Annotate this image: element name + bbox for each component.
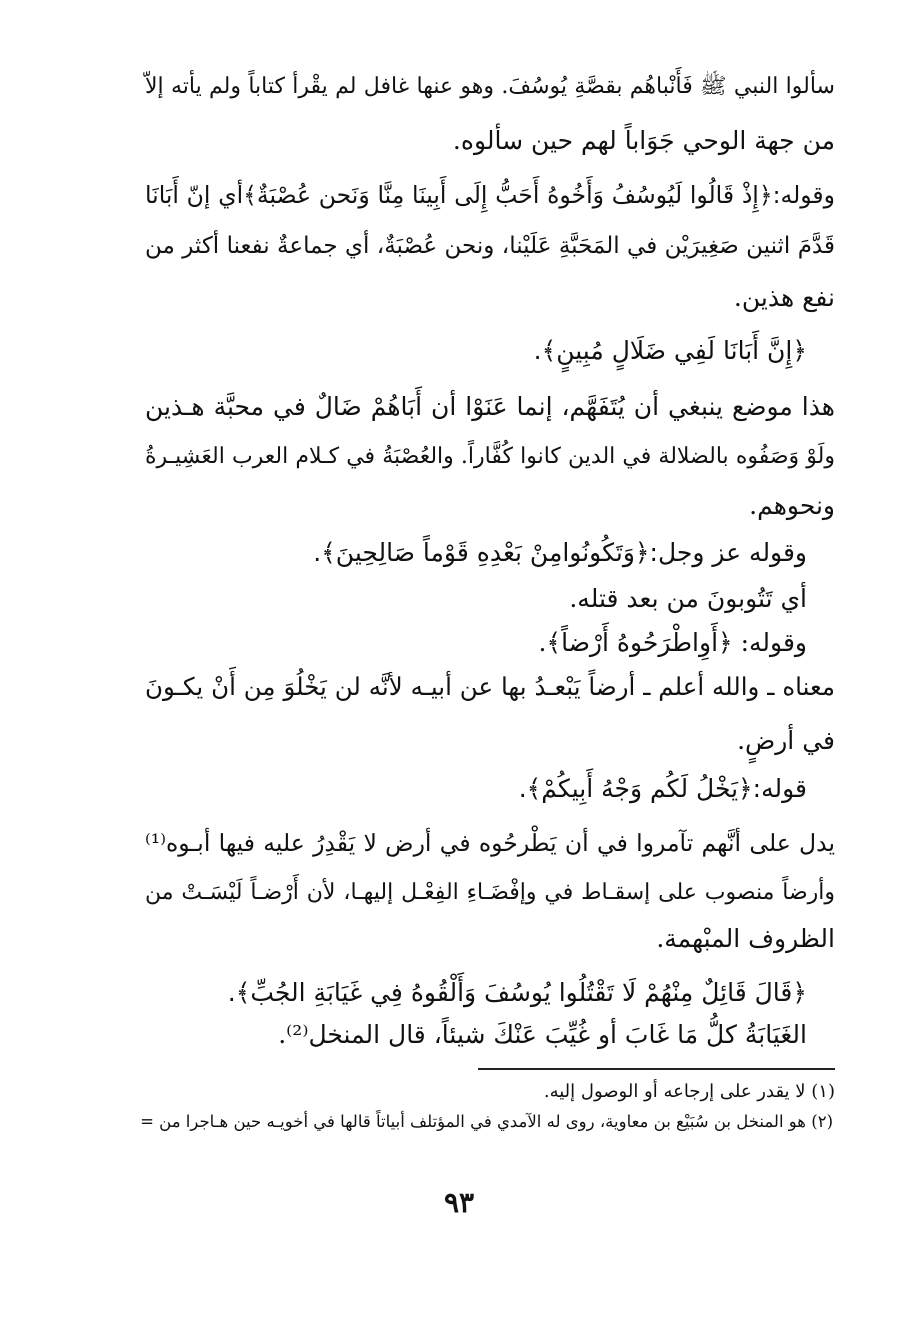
footnote-separator — [478, 1068, 835, 1070]
text-line: من جهة الوحي جَوَاباً لهم حين سألوه. — [452, 126, 835, 155]
text-line: معناه ـ والله أعلم ـ أرضاً يَبْعـدُ بها عن أبيـه لأنَّه لن يَخْلُوَ مِن أَنْ يكـونَ — [145, 672, 835, 701]
text-line: وقوله عز وجل:﴿وَتَكُونُوامِنْ بَعْدِهِ قَوْماً صَالِحِينَ﴾. — [313, 538, 807, 567]
text-line: يدل على أنَّهم تآمروا في أن يَطْرحُوه في أرض لا يَقْدِرُ عليه فيها أبـوه⁽¹⁾ — [145, 829, 835, 857]
page-number: ٩٣ — [443, 1186, 475, 1219]
text-line: قَدَّمَ اثنين صَغِيرَيْن في المَحَبَّةِ عَلَيْنا، ونحن عُصْبَةٌ، أي جماعةٌ نفعنا أكثر من — [145, 233, 835, 259]
text-line: الغَيَابَةُ كلُّ مَا غَابَ أو غُيِّبَ عَنْكَ شيئاً، قال المنخل⁽²⁾. — [278, 1020, 807, 1049]
text-line: أي تَتُوبونَ من بعد قتله. — [569, 584, 807, 613]
text-line: في أرضٍ. — [737, 726, 835, 755]
quran-verse: ﴿إِنَّ أَبَانَا لَفِي ضَلَالٍ مُبِينٍ﴾. — [533, 336, 807, 365]
text-line: سألوا النبي ﷺ فَأَنْباهُم بقصَّةِ يُوسُفَ. وهو عنها غافل لم يقْرأ كتاباً ولم يأته إلاّ — [145, 74, 835, 99]
text-line: ونحوهم. — [749, 491, 835, 520]
text-line: نفع هذين. — [733, 283, 835, 312]
text-line: وقوله: ﴿أَوِاطْرَحُوهُ أَرْضاً﴾. — [538, 628, 807, 657]
text-line: وقوله:﴿إِذْ قَالُوا لَيُوسُفُ وَأَخُوهُ أَحَبُّ إِلَى أَبِينَا مِنَّا وَنَحن عُصْبَةٌ﴾أي إنّ أَبَانَا — [145, 181, 835, 209]
footnote-2: (٢) هو المنخل بن سُبَيْع بن معاوية، روى له الآمدي في المؤتلف أبياتاً قالها في أخويـه حين هـاجرا من = — [140, 1112, 833, 1131]
text-line: هذا موضع ينبغي أن يُتَفَهَّم، إنما عَنَوْا أن أَبَاهُمْ ضَالٌ في محبَّة هـذين — [145, 392, 835, 421]
quran-verse: ﴿قَالَ قَائِلٌ مِنْهُمْ لَا تَقْتُلُوا يُوسُفَ وَأَلْقُوهُ فِي غَيَابَةِ الجُبِّ﴾. — [227, 978, 807, 1007]
text-line: الظروف المبْهمة. — [656, 924, 835, 953]
text-line: وأرضاً منصوب على إسقـاط في وإفْضَـاءِ الفِعْـل إليهـا، لأن أَرْضـاً لَيْسَـتْ من — [145, 880, 835, 905]
text-line: قوله:﴿يَخْلُ لَكُم وَجْهُ أَبِيكُمْ﴾. — [518, 774, 807, 803]
footnote-1: (١) لا يقدر على إرجاعه أو الوصول إليه. — [543, 1081, 835, 1102]
text-line: ولَوْ وَصَفُوه بالضلالة في الدين كانوا كُفَّاراً. والعُصْبَةُ في كـلام العرب العَشِيـرةُ — [145, 444, 835, 469]
